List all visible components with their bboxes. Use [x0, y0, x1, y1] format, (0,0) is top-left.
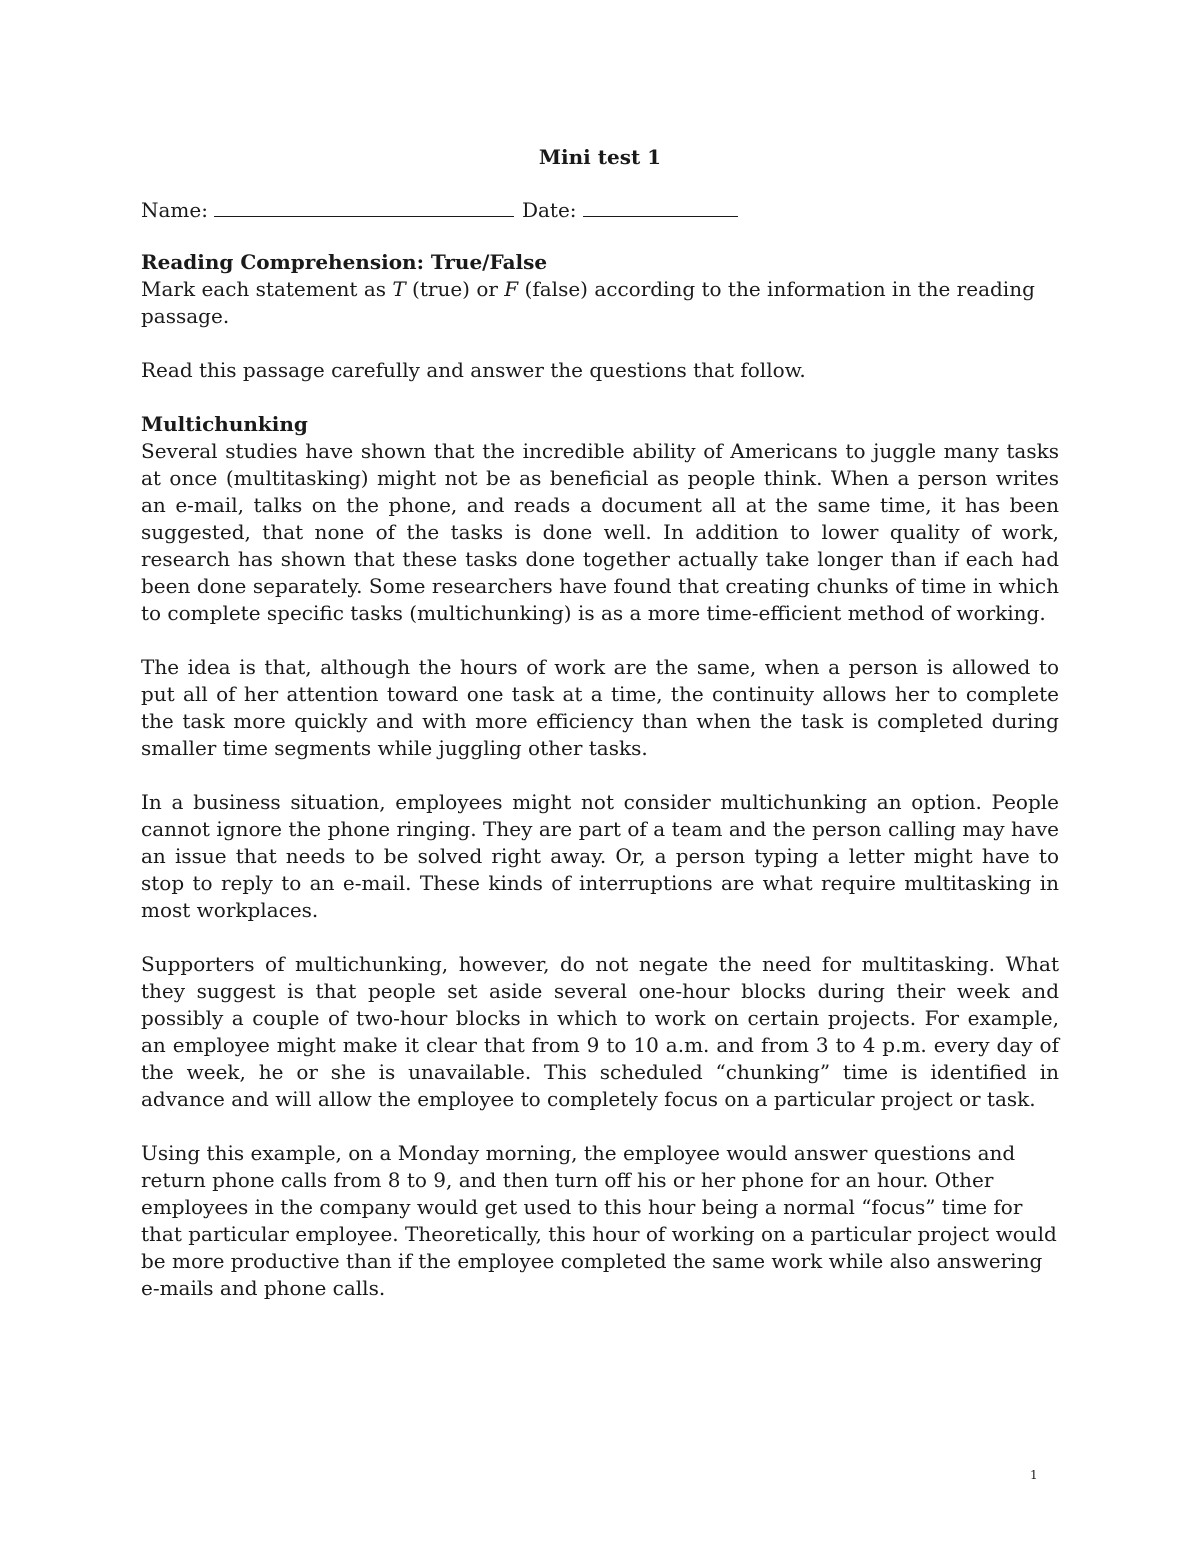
name-date-line	[141, 196, 1059, 224]
instruction-part: Mark each statement as	[141, 277, 393, 301]
date-label: Date:	[521, 198, 577, 222]
passage-paragraph: Several studies have shown that the incredible ability of Americans to juggle many tasks at once (multitasking) might not be as beneficial as people think. When a person writes an e-mail, talks on the phone, and reads a document all at the same time, it has been suggested, that none of the tasks is done well. In addition to lower quality of work, research has shown that these tasks done together actually take longer than if each had been done separately. Some researchers have found that creating chunks of time in which to complete specific tasks (multichunking) is as a more time-efficient method of working.	[141, 439, 1059, 625]
passage-paragraph: Supporters of multichunking, however, do not negate the need for multitasking. What they suggest is that people set aside several one-hour blocks during their week and possibly a couple of two-hour blocks in which to work on certain projects. For example, an employee might make it clear that from 9 to 10 a.m. and from 3 to 4 p.m. every day of the week, he or she is unavailable. This scheduled “chunking” time is identified in advance and will allow the employee to completely focus on a particular project or task.	[141, 952, 1059, 1111]
name-blank-field[interactable]	[214, 196, 514, 217]
instruction-text	[141, 276, 1059, 330]
passage-paragraph: In a business situation, employees might not consider multichunking an option. People cannot ignore the phone ringing. They are part of a team and the person calling may have an issue that needs to be solved right away. Or, a person typing a letter might have to stop to reply to an e-mail. These kinds of interruptions are what require multitasking in most workplaces.	[141, 790, 1059, 922]
spacer	[141, 330, 1059, 357]
page-number: 1	[1030, 1468, 1038, 1482]
passage-paragraph: Using this example, on a Monday morning, the employee would answer questions and return phone calls from 8 to 9, and then turn off his or her phone for an hour. Other employees in the company would get used to this hour being a normal “focus” time for that particular employee. Theoretically, this hour of working on a particular project would be more productive than if the employee completed the same work while also answering e-mails and phone calls.	[141, 1141, 1057, 1300]
instruction-part: (true) or	[405, 277, 505, 301]
section-heading: Reading Comprehension: True/False	[141, 250, 548, 274]
spacer	[141, 384, 1059, 411]
read-instruction: Read this passage carefully and answer the questions that follow.	[141, 358, 806, 382]
false-letter: F	[504, 277, 519, 301]
passage-title: Multichunking	[141, 412, 308, 436]
true-letter: T	[392, 277, 406, 301]
date-blank-field[interactable]	[583, 196, 738, 217]
instruction-part: (false) according to the information in the reading passage.	[141, 277, 1035, 328]
name-label: Name:	[141, 198, 208, 222]
page-content	[141, 144, 1059, 1329]
passage-paragraph: The idea is that, although the hours of work are the same, when a person is allowed to put all of her attention toward one task at a time, the continuity allows her to complete the task more quickly and with more efficiency than when the task is completed during smaller time segments while juggling other tasks.	[141, 655, 1059, 760]
page-title: Mini test 1	[538, 145, 662, 169]
